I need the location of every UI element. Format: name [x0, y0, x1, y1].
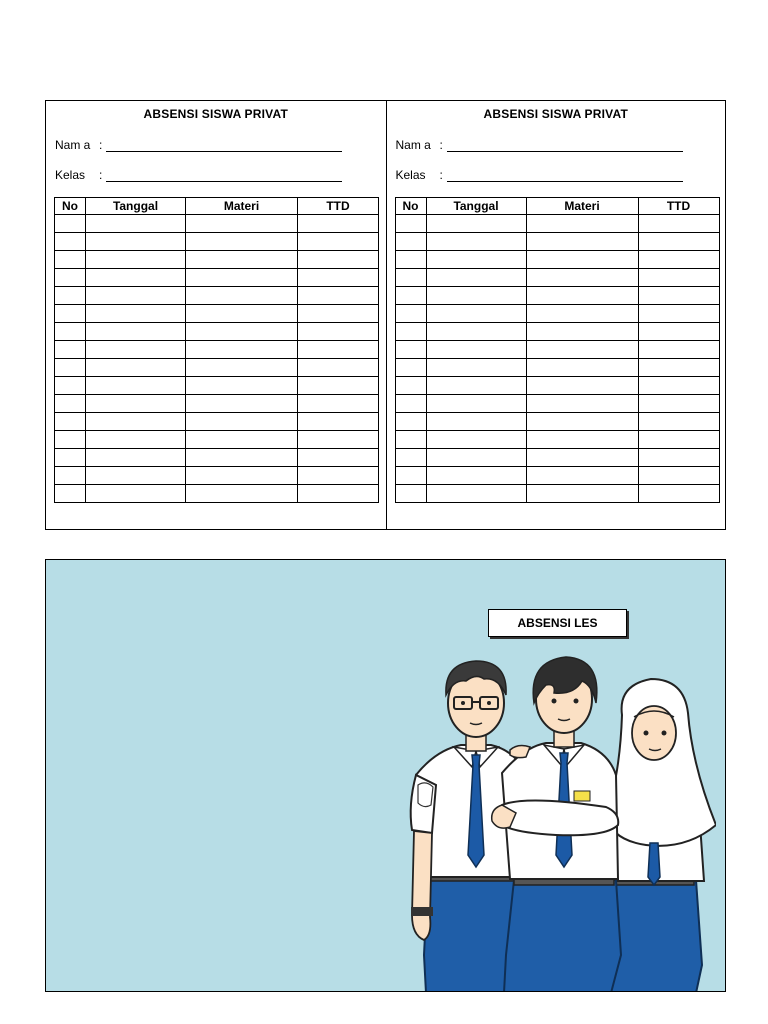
table-row — [55, 449, 379, 467]
cell-materi[interactable] — [186, 485, 298, 503]
cell-tanggal[interactable] — [426, 215, 526, 233]
cell-no[interactable] — [395, 323, 426, 341]
class-colon: : — [99, 168, 103, 182]
cell-materi[interactable] — [526, 395, 638, 413]
cell-ttd[interactable] — [298, 341, 379, 359]
cell-no[interactable] — [55, 395, 86, 413]
cell-ttd[interactable] — [638, 215, 719, 233]
cell-tanggal[interactable] — [426, 287, 526, 305]
cell-no[interactable] — [55, 305, 86, 323]
table-row — [395, 215, 719, 233]
cell-materi[interactable] — [186, 269, 298, 287]
cell-no[interactable] — [395, 233, 426, 251]
cell-materi[interactable] — [526, 485, 638, 503]
cell-no[interactable] — [395, 395, 426, 413]
cell-materi[interactable] — [526, 323, 638, 341]
cell-ttd[interactable] — [298, 233, 379, 251]
name-blank-line[interactable] — [447, 139, 683, 152]
cell-no[interactable] — [55, 269, 86, 287]
cell-no[interactable] — [395, 359, 426, 377]
class-colon: : — [439, 168, 443, 182]
cell-no[interactable] — [55, 413, 86, 431]
name-colon: : — [99, 138, 103, 152]
cell-no[interactable] — [55, 215, 86, 233]
name-label: Nam a — [55, 138, 91, 152]
cell-tanggal[interactable] — [426, 467, 526, 485]
table-row — [55, 269, 379, 287]
table-row — [55, 413, 379, 431]
cover-panel — [45, 559, 726, 992]
cell-ttd[interactable] — [298, 251, 379, 269]
cell-ttd[interactable] — [638, 341, 719, 359]
name-field — [396, 138, 683, 152]
table-row — [395, 467, 719, 485]
cell-no[interactable] — [55, 233, 86, 251]
table-row — [395, 377, 719, 395]
cell-ttd[interactable] — [638, 359, 719, 377]
cell-ttd[interactable] — [298, 269, 379, 287]
attendance-card-right — [386, 101, 726, 529]
cell-tanggal[interactable] — [86, 485, 186, 503]
cell-ttd[interactable] — [638, 485, 719, 503]
cell-no[interactable] — [395, 269, 426, 287]
cell-ttd[interactable] — [298, 323, 379, 341]
cell-tanggal[interactable] — [86, 269, 186, 287]
cell-tanggal[interactable] — [426, 233, 526, 251]
cell-tanggal[interactable] — [86, 305, 186, 323]
cell-tanggal[interactable] — [86, 215, 186, 233]
cell-no[interactable] — [395, 449, 426, 467]
cell-no[interactable] — [395, 215, 426, 233]
cell-tanggal[interactable] — [86, 377, 186, 395]
table-row — [395, 359, 719, 377]
cell-materi[interactable] — [186, 377, 298, 395]
table-row — [55, 431, 379, 449]
card-title: ABSENSI SISWA PRIVAT — [143, 107, 288, 121]
cell-tanggal[interactable] — [426, 341, 526, 359]
cell-materi[interactable] — [526, 431, 638, 449]
cell-materi[interactable] — [186, 251, 298, 269]
cell-tanggal[interactable] — [426, 485, 526, 503]
cell-materi[interactable] — [186, 215, 298, 233]
cell-ttd[interactable] — [638, 413, 719, 431]
name-field — [55, 138, 342, 152]
cell-ttd[interactable] — [298, 467, 379, 485]
class-label: Kelas — [55, 168, 86, 182]
table-row — [395, 305, 719, 323]
cell-no[interactable] — [55, 251, 86, 269]
cell-tanggal[interactable] — [86, 413, 186, 431]
class-field — [396, 168, 683, 182]
cell-ttd[interactable] — [298, 395, 379, 413]
cell-tanggal[interactable] — [86, 431, 186, 449]
cell-materi[interactable] — [186, 395, 298, 413]
table-row — [395, 431, 719, 449]
cell-materi[interactable] — [186, 305, 298, 323]
cell-no[interactable] — [55, 287, 86, 305]
cell-materi[interactable] — [526, 467, 638, 485]
cell-ttd[interactable] — [638, 269, 719, 287]
table-row — [55, 233, 379, 251]
attendance-sheet — [45, 100, 726, 530]
cell-tanggal[interactable] — [86, 395, 186, 413]
cell-materi[interactable] — [186, 323, 298, 341]
cell-materi[interactable] — [186, 449, 298, 467]
class-blank-line[interactable] — [447, 169, 683, 182]
cell-tanggal[interactable] — [426, 377, 526, 395]
cell-ttd[interactable] — [638, 233, 719, 251]
card-title: ABSENSI SISWA PRIVAT — [483, 107, 628, 121]
table-row — [55, 467, 379, 485]
cell-no[interactable] — [55, 359, 86, 377]
cell-ttd[interactable] — [298, 305, 379, 323]
cell-tanggal[interactable] — [86, 449, 186, 467]
cell-materi[interactable] — [526, 269, 638, 287]
student-arms-crossed — [492, 657, 621, 992]
cell-no[interactable] — [55, 377, 86, 395]
table-row — [55, 305, 379, 323]
cell-materi[interactable] — [526, 305, 638, 323]
header-materi: Materi — [526, 198, 638, 215]
cell-tanggal[interactable] — [426, 305, 526, 323]
attendance-table — [395, 197, 720, 503]
header-tanggal: Tanggal — [86, 198, 186, 215]
cell-ttd[interactable] — [638, 449, 719, 467]
cell-materi[interactable] — [186, 341, 298, 359]
cell-tanggal[interactable] — [426, 359, 526, 377]
cell-no[interactable] — [55, 485, 86, 503]
cell-ttd[interactable] — [638, 395, 719, 413]
attendance-card-left — [46, 101, 386, 529]
table-row — [55, 287, 379, 305]
header-materi: Materi — [186, 198, 298, 215]
table-row — [395, 413, 719, 431]
cell-ttd[interactable] — [638, 377, 719, 395]
cell-tanggal[interactable] — [86, 341, 186, 359]
name-colon: : — [439, 138, 443, 152]
name-blank-line[interactable] — [106, 139, 342, 152]
table-row — [55, 251, 379, 269]
cell-tanggal[interactable] — [426, 269, 526, 287]
cell-ttd[interactable] — [298, 377, 379, 395]
cell-no[interactable] — [395, 413, 426, 431]
cell-materi[interactable] — [526, 287, 638, 305]
class-blank-line[interactable] — [106, 169, 342, 182]
table-row — [395, 233, 719, 251]
table-body — [55, 215, 379, 503]
cell-ttd[interactable] — [298, 359, 379, 377]
cell-tanggal[interactable] — [86, 233, 186, 251]
class-field — [55, 168, 342, 182]
cell-tanggal[interactable] — [426, 413, 526, 431]
cell-no[interactable] — [55, 323, 86, 341]
cell-tanggal[interactable] — [426, 251, 526, 269]
cell-materi[interactable] — [186, 233, 298, 251]
name-label: Nam a — [395, 138, 431, 152]
table-row — [395, 341, 719, 359]
cell-ttd[interactable] — [638, 323, 719, 341]
table-row — [55, 341, 379, 359]
cell-tanggal[interactable] — [426, 449, 526, 467]
cell-ttd[interactable] — [298, 287, 379, 305]
three-students-illustration — [406, 655, 716, 992]
cell-no[interactable] — [395, 467, 426, 485]
cell-materi[interactable] — [526, 233, 638, 251]
cover-label: ABSENSI LES — [488, 609, 627, 637]
cell-materi[interactable] — [186, 467, 298, 485]
table-row — [395, 395, 719, 413]
cell-ttd[interactable] — [298, 449, 379, 467]
cell-tanggal[interactable] — [86, 251, 186, 269]
cell-no[interactable] — [395, 251, 426, 269]
header-ttd: TTD — [298, 198, 379, 215]
cell-no[interactable] — [395, 431, 426, 449]
cell-no[interactable] — [55, 431, 86, 449]
table-row — [395, 269, 719, 287]
cell-ttd[interactable] — [638, 251, 719, 269]
table-row — [55, 395, 379, 413]
cell-materi[interactable] — [186, 287, 298, 305]
cell-materi[interactable] — [526, 377, 638, 395]
table-header-row — [395, 198, 719, 215]
cell-ttd[interactable] — [638, 287, 719, 305]
cell-materi[interactable] — [526, 413, 638, 431]
cell-materi[interactable] — [526, 251, 638, 269]
cell-materi[interactable] — [526, 449, 638, 467]
header-ttd: TTD — [638, 198, 719, 215]
cell-no[interactable] — [55, 341, 86, 359]
cell-no[interactable] — [55, 449, 86, 467]
cell-no[interactable] — [395, 485, 426, 503]
header-no: No — [395, 198, 426, 215]
cell-ttd[interactable] — [638, 305, 719, 323]
cell-ttd[interactable] — [638, 467, 719, 485]
cell-tanggal[interactable] — [86, 467, 186, 485]
cell-no[interactable] — [395, 305, 426, 323]
cell-materi[interactable] — [526, 341, 638, 359]
table-row — [395, 449, 719, 467]
cell-materi[interactable] — [526, 215, 638, 233]
cell-materi[interactable] — [186, 413, 298, 431]
class-label: Kelas — [395, 168, 426, 182]
cell-tanggal[interactable] — [426, 395, 526, 413]
cell-tanggal[interactable] — [86, 359, 186, 377]
table-row — [55, 485, 379, 503]
table-row — [55, 215, 379, 233]
attendance-table — [54, 197, 379, 503]
cell-tanggal[interactable] — [86, 323, 186, 341]
table-row — [395, 485, 719, 503]
cell-ttd[interactable] — [298, 485, 379, 503]
table-row — [395, 287, 719, 305]
table-row — [395, 251, 719, 269]
header-no: No — [55, 198, 86, 215]
cell-ttd[interactable] — [298, 431, 379, 449]
cell-tanggal[interactable] — [426, 323, 526, 341]
cell-tanggal[interactable] — [426, 431, 526, 449]
cell-materi[interactable] — [186, 431, 298, 449]
header-tanggal: Tanggal — [426, 198, 526, 215]
table-header-row — [55, 198, 379, 215]
table-row — [55, 377, 379, 395]
cell-ttd[interactable] — [298, 413, 379, 431]
cell-materi[interactable] — [186, 359, 298, 377]
cell-tanggal[interactable] — [86, 287, 186, 305]
cell-no[interactable] — [55, 467, 86, 485]
table-row — [55, 323, 379, 341]
cell-ttd[interactable] — [638, 431, 719, 449]
cell-no[interactable] — [395, 287, 426, 305]
table-row — [55, 359, 379, 377]
table-row — [395, 323, 719, 341]
cell-no[interactable] — [395, 377, 426, 395]
cell-no[interactable] — [395, 341, 426, 359]
cell-materi[interactable] — [526, 359, 638, 377]
cell-ttd[interactable] — [298, 215, 379, 233]
table-body — [395, 215, 719, 503]
